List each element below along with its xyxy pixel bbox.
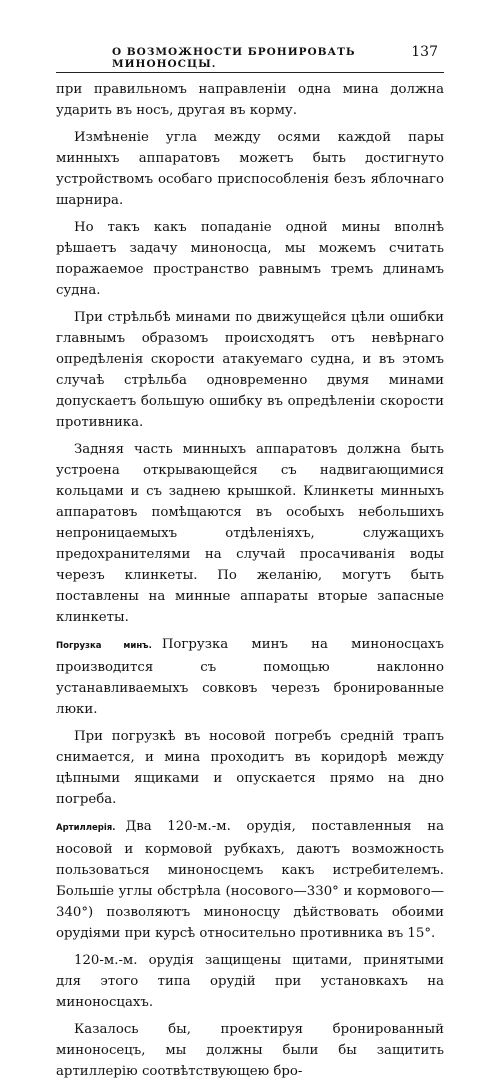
body-text [56,79,444,1088]
paragraph [56,79,444,121]
paragraph-text: При погрузкѣ въ носовой погребъ средній трапъ снимается, и мина проходитъ въ коридорѣ между цѣпными ящиками и опускается прямо на дно погреба. [56,729,444,807]
paragraph-text: Казалось бы, проектируя бронированный миноносецъ, мы должны были бы защитить артиллерію соотвѣтствующею бро- [56,1022,444,1079]
page-header [112,44,438,70]
paragraph [56,439,444,628]
paragraph-text: при правильномъ направленіи одна мина должна ударить въ носъ, другая въ корму. [56,82,444,118]
paragraph [56,127,444,211]
paragraph-text: Два 120-м.-м. орудія, поставленныя на носовой и кормовой рубкахъ, даютъ возможность пользоваться миноносцемъ какъ истребителемъ. Большіе углы обстрѣла (носового—330° и кормового—340°) позволяютъ миноносцу дѣйствовать обоими орудіями при курсѣ относительно противника въ 15°. [56,819,444,941]
paragraph-text: При стрѣльбѣ минами по движущейся цѣли ошибки главнымъ образомъ происходятъ отъ невѣрнаго опредѣленія скорости атакуемаго судна, и въ этомъ случаѣ стрѣльба одновременно двумя минами допускаетъ большую ошибку въ опредѣленіи скорости противника. [56,310,444,430]
paragraph-text: Задняя часть минныхъ аппаратовъ должна быть устроена открывающейся съ надвигающимися кольцами и съ заднею крышкой. Клинкеты минныхъ аппаратовъ помѣщаются въ особыхъ небольшихъ непроницаемыхъ отдѣленіяхъ, служащихъ предохранителями на случай просачиванія воды черезъ клинкеты. По желанію, могутъ быть поставлены на минные аппараты вторые запасные клинкеты. [56,442,444,625]
paragraph-text: Погрузка минъ на миноносцахъ производится съ помощью наклонно устанавливаемыхъ совковъ черезъ бронированные люки. [56,637,444,717]
margin-note: Артиллерія. [56,823,116,833]
paragraph [56,726,444,810]
header-rule [56,72,444,73]
paragraph [56,307,444,433]
paragraph [56,217,444,301]
margin-note: Погрузка минъ. [56,641,152,651]
page-number: 137 [411,44,438,60]
paragraph [56,816,444,944]
paragraph-text: 120-м.-м. орудія защищены щитами, принятыми для этого типа орудій при установкахъ на миноносцахъ. [56,953,444,1010]
running-title: О ВОЗМОЖНОСТИ БРОНИРОВАТЬ МИНОНОСЦЫ. [112,46,356,70]
paragraph-text: Но такъ какъ попаданіе одной мины вполнѣ рѣшаетъ задачу миноносца, мы можемъ считать поражаемое пространство равнымъ тремъ длинамъ судна. [56,220,444,298]
paragraph [56,1019,444,1082]
paragraph [56,950,444,1013]
paragraph-text: Измѣненіе угла между осями каждой пары минныхъ аппаратовъ можетъ быть достигнуто устройствомъ особаго приспособленія безъ яблочнаго шарнира. [56,130,444,208]
paragraph [56,634,444,720]
